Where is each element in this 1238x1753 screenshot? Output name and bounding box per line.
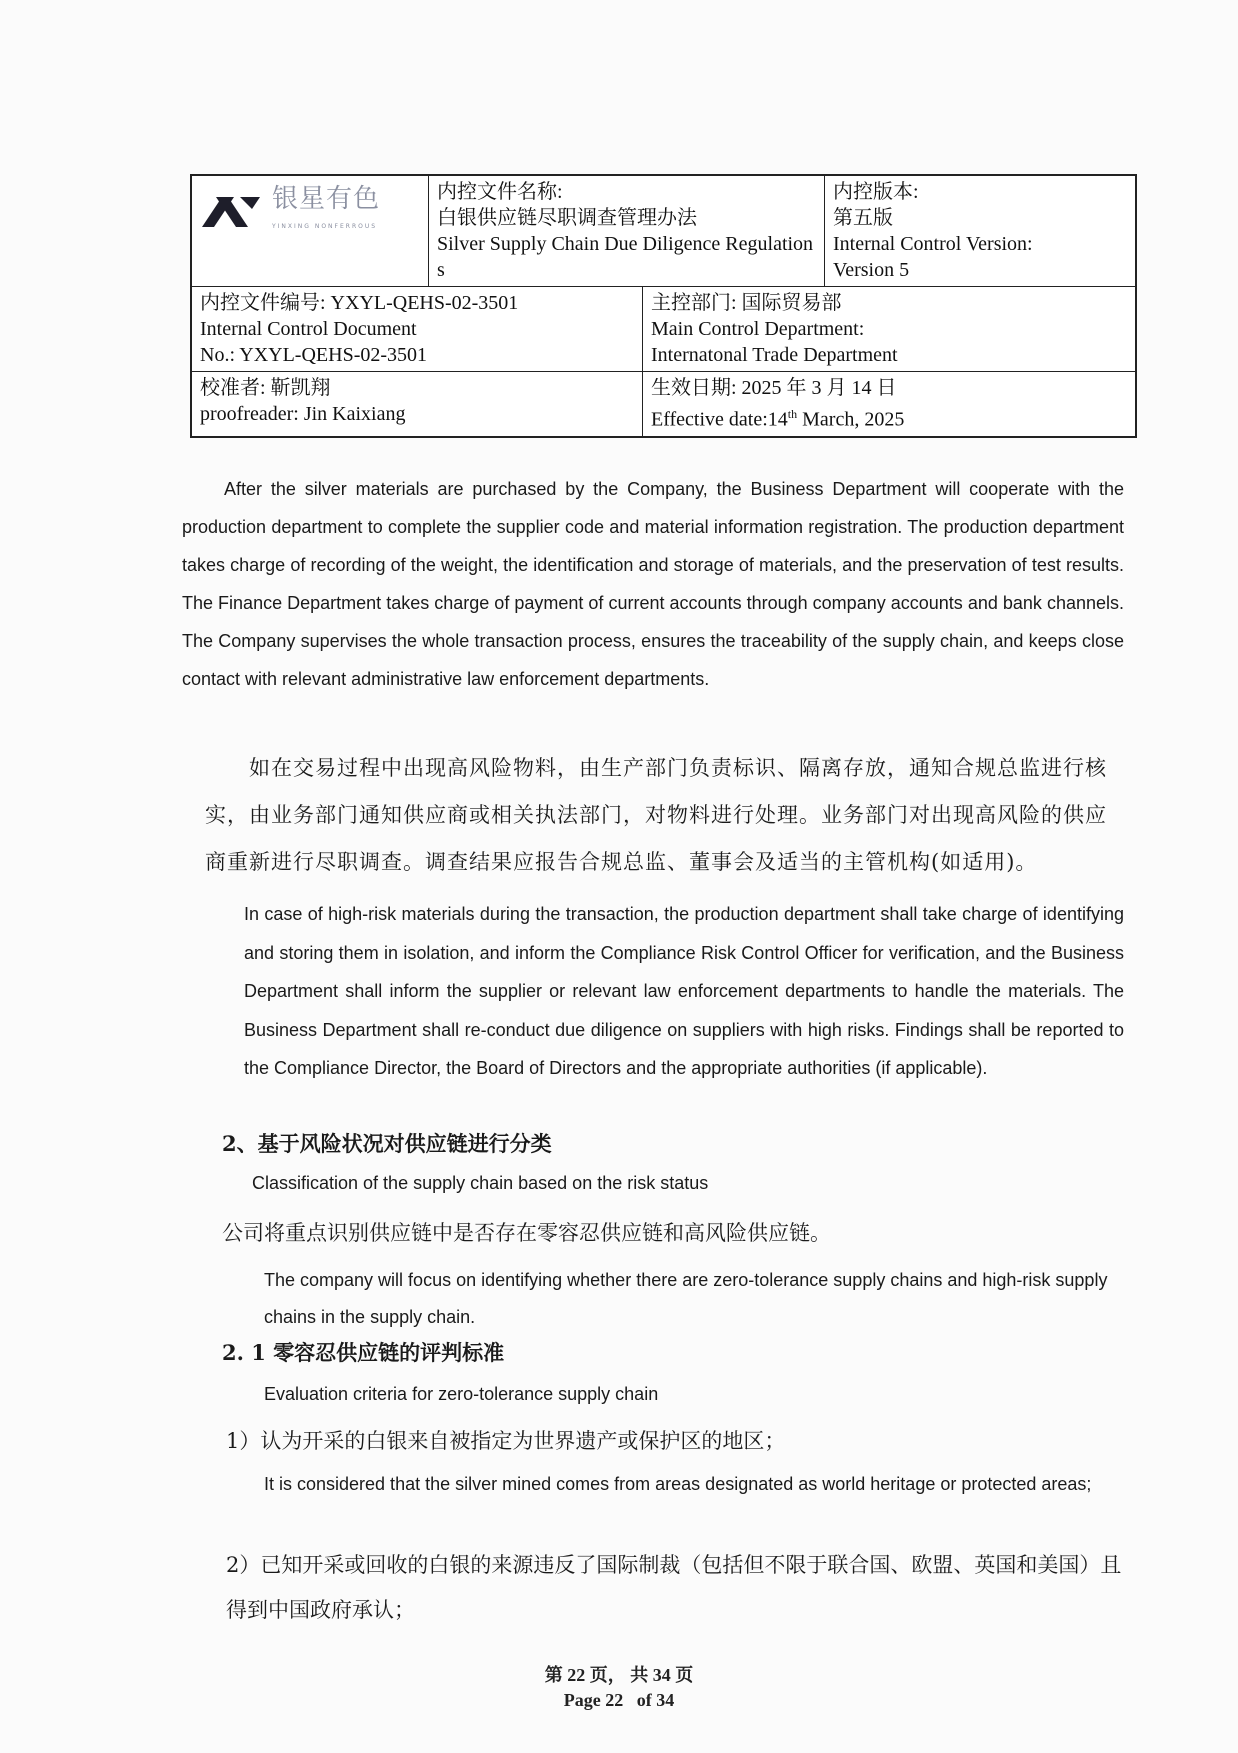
page-number-cn: 第 22 页， 共 34 页	[544, 1665, 694, 1685]
effective-date-en-main: Effective date:14	[651, 408, 788, 431]
paragraph-english-1: After the silver materials are purchased by the Company, the Business Department will cooperate with the production department to complete the supplier code and material information registration. The production department takes charge of recording of the weight, the identification and storage of materials, and the preservation of test results. The Finance Department takes charge of payment of current accounts through company accounts and bank channels. The Company supervises the whole transaction process, ensures the traceability of the supply chain, and keeps close contact with relevant administrative law enforcement departments.	[182, 479, 1124, 689]
section-heading-2-en: Classification of the supply chain based on the risk status	[252, 1173, 709, 1193]
header-row-1	[192, 176, 1135, 287]
paragraph-chinese-2: 如在交易过程中出现高风险物料，由生产部门负责标识、隔离存放，通知合规总监进行核实，由业务部门通知供应商或相关执法部门，对物料进行处理。业务部门对出现高风险的供应商重新进行尽职调查。调查结果应报告合规总监、董事会及适当的主管机构(如适用)。	[205, 756, 1107, 874]
doc-name-cn: 白银供应链尽职调查管理办法	[437, 207, 697, 229]
logo-english-name: YINXING NONFERROUS	[272, 223, 378, 230]
doc-number-en-1: Internal Control Document	[200, 318, 417, 340]
section-heading-2-1-en: Evaluation criteria for zero-tolerance supply chain	[264, 1384, 659, 1404]
version-en: Version 5	[833, 259, 910, 281]
effective-date-en-month: March, 2025	[797, 408, 905, 431]
list-item-2-cn: 2）已知开采或回收的白银的来源违反了国际制裁（包括但不限于联合国、欧盟、英国和美国）且得到中国政府承认；	[226, 1553, 1122, 1622]
page-number-en: Page 22 of 34	[563, 1690, 675, 1710]
section-heading-2-1-cn: 2. 1 零容忍供应链的评判标准	[222, 1340, 505, 1365]
proofreader-en: proofreader: Jin Kaixiang	[200, 403, 406, 425]
company-logo	[200, 184, 380, 240]
doc-name-label: 内控文件名称:	[437, 181, 563, 203]
version-label: 内控版本:	[833, 181, 919, 203]
header-table	[190, 174, 1137, 438]
proofreader-cell	[192, 372, 642, 436]
effective-date-cell	[642, 372, 1135, 436]
paragraph-english-2: In case of high-risk materials during the transaction, the production department shall take charge of identifying and storing them in isolation, and inform the Compliance Risk Control Officer for verification, and the Business Department shall inform the supplier or relevant law enforcement departments to handle the materials. The Business Department shall re-conduct due diligence on suppliers with high risks. Findings shall be reported to the Compliance Director, the Board of Directors and the appropriate authorities (if applicable).	[244, 904, 1124, 1078]
list-item-1-en: It is considered that the silver mined comes from areas designated as world heritage or protected areas;	[264, 1474, 1092, 1494]
effective-date-en	[651, 401, 1127, 433]
logo-chinese-name: 银星有色	[272, 184, 381, 214]
department-en-1: Main Control Department:	[651, 318, 865, 340]
version-cn: 第五版	[833, 207, 893, 229]
version-cell	[824, 176, 1135, 286]
department-en-2: Internatonal Trade Department	[651, 344, 898, 366]
header-row-3	[192, 372, 1135, 436]
document-number-cell	[192, 287, 642, 371]
paragraph-english-3: The company will focus on identifying whether there are zero-tolerance supply chains and high-risk supply chains in the supply chain.	[264, 1270, 1108, 1327]
document-name-cell	[428, 176, 824, 286]
doc-number-en-2: No.: YXYL-QEHS-02-3501	[200, 344, 428, 366]
department-cell	[642, 287, 1135, 371]
page-footer	[0, 1663, 1238, 1713]
section-heading-2-cn: 2、基于风险状况对供应链进行分类	[222, 1131, 552, 1156]
effective-date-en-suffix: th	[787, 407, 798, 421]
list-item-1-cn: 1）认为开采的白银来自被指定为世界遗产或保护区的地区；	[226, 1429, 786, 1453]
proofreader-cn: 校准者: 靳凯翔	[200, 377, 331, 399]
department-cn: 主控部门: 国际贸易部	[651, 292, 842, 314]
version-en-label: Internal Control Version:	[833, 233, 1033, 255]
doc-name-en: Silver Supply Chain Due Diligence Regulations	[437, 233, 814, 281]
header-row-2	[192, 287, 1135, 372]
logo-cell	[192, 176, 428, 286]
effective-date-cn: 生效日期: 2025 年 3 月 14 日	[651, 377, 897, 399]
company-logo-icon	[200, 193, 266, 231]
doc-number-cn: 内控文件编号: YXYL-QEHS-02-3501	[200, 292, 519, 314]
paragraph-chinese-3: 公司将重点识别供应链中是否存在零容忍供应链和高风险供应链。	[222, 1221, 831, 1245]
